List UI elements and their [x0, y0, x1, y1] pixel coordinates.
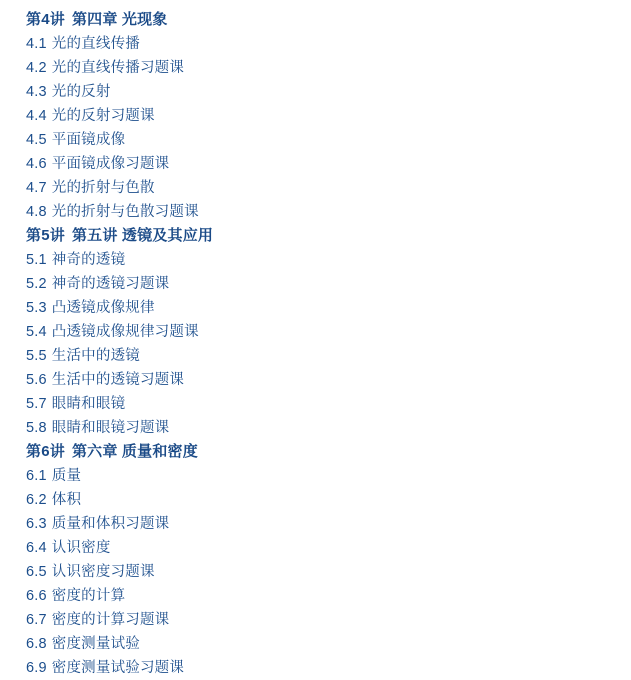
- toc-entry[interactable]: [0, 464, 631, 488]
- toc-entry-number: 5.4: [26, 324, 47, 340]
- toc-entry-number: 6.7: [26, 612, 47, 628]
- toc-entry-label: 光的直线传播习题课: [51, 60, 185, 76]
- toc-entry-number: 5.2: [26, 276, 47, 292]
- toc-entry-number: 5.8: [26, 420, 47, 436]
- toc-entry[interactable]: [0, 296, 631, 320]
- toc-entry-number: 4.4: [26, 108, 47, 124]
- toc-entry-label: 第四章 光现象: [71, 11, 168, 28]
- toc-entry-label: 神奇的透镜习题课: [51, 276, 170, 292]
- toc-entry-label: 光的折射与色散: [51, 180, 155, 196]
- toc-entry-label: 密度测量试验习题课: [51, 660, 185, 676]
- toc-entry[interactable]: [0, 272, 631, 296]
- toc-entry[interactable]: [0, 536, 631, 560]
- toc-entry[interactable]: [0, 632, 631, 656]
- toc-entry-label: 第六章 质量和密度: [71, 443, 198, 460]
- toc-entry-label: 生活中的透镜: [51, 348, 140, 364]
- toc-entry-label: 密度测量试验: [51, 636, 140, 652]
- toc-entry-number: 4.6: [26, 156, 47, 172]
- toc-entry[interactable]: [0, 392, 631, 416]
- toc-entry-number: 6.2: [26, 492, 47, 508]
- toc-entry-label: 光的直线传播: [51, 36, 140, 52]
- toc-entry[interactable]: [0, 416, 631, 440]
- toc-entry-label: 凸透镜成像规律: [51, 300, 155, 316]
- toc-entry[interactable]: [0, 608, 631, 632]
- toc-entry[interactable]: [0, 104, 631, 128]
- toc-entry-number: 6.5: [26, 564, 47, 580]
- toc-entry-number: 6.6: [26, 588, 47, 604]
- toc-entry-label: 质量: [51, 468, 82, 484]
- toc-entry-number: 4.8: [26, 204, 47, 220]
- toc-entry-label: 神奇的透镜: [51, 252, 126, 268]
- toc-entry-label: 认识密度习题课: [51, 564, 155, 580]
- toc-entry-label: 眼睛和眼镜习题课: [51, 420, 170, 436]
- toc-entry[interactable]: [0, 80, 631, 104]
- toc-entry[interactable]: [0, 344, 631, 368]
- toc-entry-number: 5.6: [26, 372, 47, 388]
- toc-entry-label: 生活中的透镜习题课: [51, 372, 185, 388]
- toc-entry-number: 4.2: [26, 60, 47, 76]
- toc-entry[interactable]: [0, 56, 631, 80]
- toc-entry-label: 光的折射与色散习题课: [51, 204, 199, 220]
- toc-entry[interactable]: [0, 488, 631, 512]
- toc-entry-number: 4.3: [26, 84, 47, 100]
- toc-entry-number: 4.5: [26, 132, 47, 148]
- toc-entry[interactable]: [0, 152, 631, 176]
- toc-entry[interactable]: [0, 320, 631, 344]
- toc-entry-label: 密度的计算习题课: [51, 612, 170, 628]
- toc-entry[interactable]: [0, 656, 631, 680]
- toc-entry-number: 4.1: [26, 36, 47, 52]
- toc-entry[interactable]: [0, 176, 631, 200]
- toc-entry-number: 第5讲: [26, 227, 65, 244]
- toc-entry-label: 质量和体积习题课: [51, 516, 170, 532]
- toc-entry[interactable]: [0, 32, 631, 56]
- toc-entry-label: 体积: [51, 492, 82, 508]
- toc-entry[interactable]: [0, 512, 631, 536]
- toc-entry-label: 认识密度: [51, 540, 111, 556]
- toc-entry-number: 5.7: [26, 396, 47, 412]
- toc-entry-number: 第4讲: [26, 11, 65, 28]
- toc-entry-number: 第6讲: [26, 443, 65, 460]
- toc-entry[interactable]: [0, 368, 631, 392]
- toc-entry-label: 光的反射: [51, 84, 111, 100]
- toc-entry-number: 6.8: [26, 636, 47, 652]
- toc-entry-number: 6.4: [26, 540, 47, 556]
- toc-entry-number: 4.7: [26, 180, 47, 196]
- toc-entry[interactable]: [0, 584, 631, 608]
- toc-entry-label: 平面镜成像习题课: [51, 156, 170, 172]
- toc-entry-number: 6.9: [26, 660, 47, 676]
- toc-entry[interactable]: [0, 560, 631, 584]
- toc-section-heading[interactable]: [0, 440, 631, 464]
- toc-entry-number: 5.5: [26, 348, 47, 364]
- toc-entry-label: 凸透镜成像规律习题课: [51, 324, 199, 340]
- toc-entry-label: 光的反射习题课: [51, 108, 155, 124]
- toc-section-heading[interactable]: [0, 8, 631, 32]
- toc-entry-number: 5.3: [26, 300, 47, 316]
- toc-entry[interactable]: [0, 128, 631, 152]
- toc-entry-number: 6.1: [26, 468, 47, 484]
- toc-entry-label: 密度的计算: [51, 588, 126, 604]
- toc-section-heading[interactable]: [0, 224, 631, 248]
- toc-entry[interactable]: [0, 248, 631, 272]
- toc-entry-label: 平面镜成像: [51, 132, 126, 148]
- toc-entry-number: 5.1: [26, 252, 47, 268]
- toc-entry-label: 眼睛和眼镜: [51, 396, 126, 412]
- toc-entry-label: 第五讲 透镜及其应用: [71, 227, 214, 244]
- toc-entry-number: 6.3: [26, 516, 47, 532]
- toc-entry[interactable]: [0, 200, 631, 224]
